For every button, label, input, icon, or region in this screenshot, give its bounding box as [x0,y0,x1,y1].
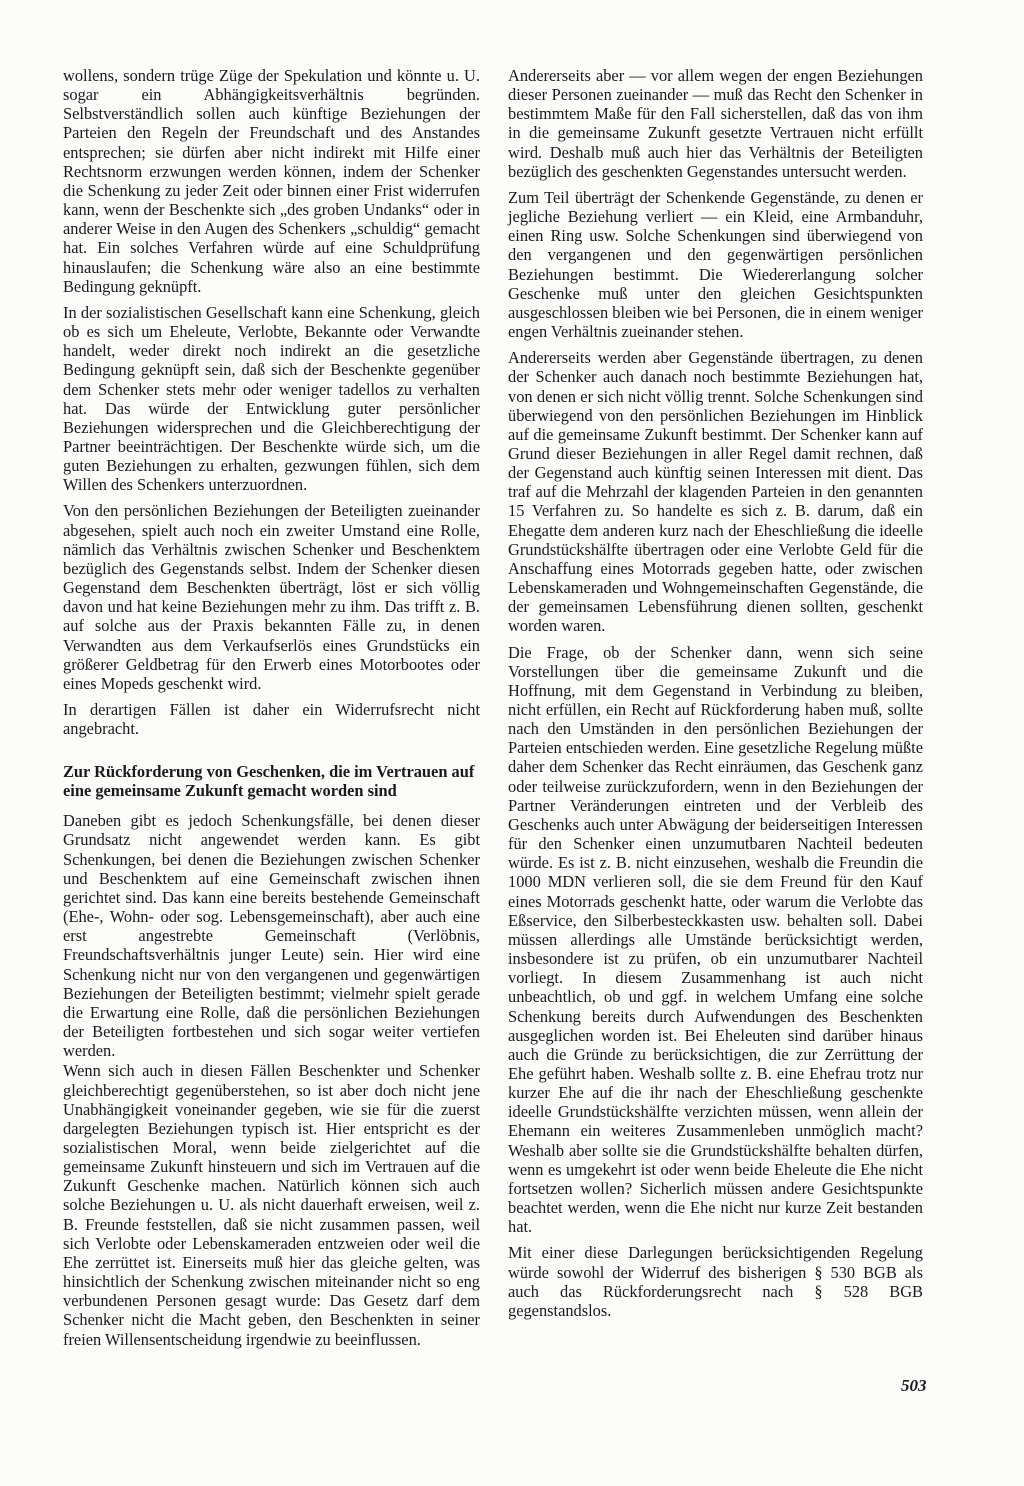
paragraph: In derartigen Fällen ist daher ein Widerrufsrecht nicht angebracht. [63,700,480,739]
paragraph: Mit einer diese Darlegungen berücksichtigenden Regelung würde sowohl der Widerruf des bisherigen § 530 BGB als auch das Rückforderungsrecht nach § 528 BGB gegenstandslos. [508,1243,923,1320]
right-column [508,66,923,1327]
paragraph: Andererseits werden aber Gegenstände übertragen, zu denen der Schenker auch danach noch bestimmte Beziehungen hat, von denen er sich nicht völlig trennt. Solche Schenkungen sind überwiegend von den persönlichen Beziehungen im Hinblick auf die gemeinsame Zukunft bestimmt. Der Schenker kann auf Grund dieser Beziehungen in aller Regel damit rechnen, daß der Gegenstand auch künftig seinen Interessen mit dient. Das traf auf die Mehrzahl der klagenden Parteien in den genannten 15 Verfahren zu. So handelte es sich z. B. darum, daß ein Ehegatte dem anderen kurz nach der Eheschließung die ideelle Grundstückshälfte übertragen oder eine Verlobte Geld für die Anschaffung eines Motorrads gegeben hatte, oder zwischen Lebenskameraden und Wohngemeinschaften Gegenstände, die der gemeinsamen Lebensführung dienen sollten, geschenkt worden waren. [508,348,923,636]
page-number: 503 [901,1376,927,1395]
section-heading: Zur Rückforderung von Geschenken, die im Vertrauen auf eine gemeinsame Zukunft gemacht worden sind [63,762,475,801]
paragraph: Von den persönlichen Beziehungen der Beteiligten zueinander abgesehen, spielt auch noch ein zweiter Umstand eine Rolle, nämlich das Verhältnis zwischen Schenker und Beschenktem bezüglich des Gegenstands selbst. Indem der Schenker diesen Gegenstand dem Beschenkten überträgt, löst er sich völlig davon und hat keine Beziehungen mehr zu ihm. Das trifft z. B. auf solche aus der Praxis bekannten Fälle zu, in denen Verwandten aus dem Verkaufserlös eines Grundstücks ein größerer Geldbetrag für den Erwerb eines Motorbootes oder eines Mopeds geschenkt wird. [63,501,480,693]
paragraph: wollens, sondern trüge Züge der Spekulation und könnte u. U. sogar ein Abhängigkeitsverhältnis begründen. Selbstverständlich sollen auch künftige Beziehungen der Parteien den Regeln der Freundschaft und des Anstandes entsprechen; sie dürfen aber nicht indirekt mit Hilfe einer Rechtsnorm erzwungen werden können, indem der Schenker die Schenkung zu jeder Zeit oder binnen einer Frist widerrufen kann, wenn der Beschenkte sich „des groben Undanks“ oder in anderer Weise in den Augen des Schenkers „schuldig“ gemacht hat. Ein solches Verfahren würde auf eine Schuldprüfung hinauslaufen; die Schenkung wäre also an eine bestimmte Bedingung geknüpft. [63,66,480,296]
left-column [63,66,480,1356]
paragraph: Die Frage, ob der Schenker dann, wenn sich seine Vorstellungen über die gemeinsame Zukunft und die Hoffnung, mit dem Gegenstand in Verbindung zu bleiben, nicht erfüllen, ein Recht auf Rückforderung haben muß, sollte nach den Umständen in den persönlichen Beziehungen der Parteien entschieden werden. Eine gesetzliche Regelung müßte daher dem Schenker das Recht einräumen, das Geschenk ganz oder teilweise zurückzufordern, wenn in den Beziehungen der Partner Veränderungen eintreten und der Verbleib des Geschenks auch unter Abwägung der beiderseitigen Interessen für den Schenker einen unzumutbaren Nachteil bedeuten würde. Es ist z. B. nicht einzusehen, weshalb die Freundin die 1000 MDN verlieren soll, die sie dem Freund für den Kauf eines Motorrads geschenkt hatte, oder warum die Verlobte das Eßservice, den Silberbesteckkasten usw. behalten soll. Dabei müssen allerdings alle Umstände berücksichtigt werden, insbesondere ist zu prüfen, ob ein unzumutbarer Nachteil vorliegt. In diesem Zusammenhang ist auch nicht unbeachtlich, ob und ggf. in welchem Umfang eine solche Schenkung bereits durch Aufwendungen des Beschenkten ausgeglichen worden ist. Bei Eheleuten sind darüber hinaus auch die Gründe zu berücksichtigen, die zur Zerrüttung der Ehe geführt haben. Weshalb sollte z. B. eine Ehefrau trotz nur kurzer Ehe auf die ihr nach der Eheschließung geschenkte ideelle Grundstückshälfte verzichten müssen, wenn allein der Ehemann ein weiteres Zusammenleben unmöglich macht? Weshalb aber sollte sie die Grundstückshälfte behalten dürfen, wenn es umgekehrt ist oder wenn beide Eheleute die Ehe nicht fortsetzen wollen? Sicherlich müssen andere Gesichtspunkte beachtet werden, wenn die Ehe nicht nur kurze Zeit bestanden hat. [508,642,923,1237]
paragraph: In der sozialistischen Gesellschaft kann eine Schenkung, gleich ob es sich um Eheleute, Verlobte, Bekannte oder Verwandte handelt, weder direkt noch indirekt an die gesetzliche Bedingung geknüpft sein, daß sich der Beschenkte gegenüber dem Schenker stets mehr oder weniger tadellos zu verhalten hat. Das würde der Entwicklung guter persönlicher Beziehungen widersprechen und die Gleichberechtigung der Partner beeinträchtigen. Der Beschenkte würde sich, um die guten Beziehungen zu erhalten, gezwungen fühlen, sich dem Willen des Schenkers unterzuordnen. [63,302,480,495]
paragraph: Andererseits aber — vor allem wegen der engen Beziehungen dieser Personen zueinander — muß das Recht den Schenker in bestimmtem Maße für den Fall sicherstellen, daß das von ihm in die gemeinsame Zukunft gesetzte Vertrauen nicht erfüllt wird. Deshalb muß auch hier das Verhältnis der Beteiligten bezüglich des geschenkten Gegenstandes untersucht werden. [508,66,923,181]
paragraph: Wenn sich auch in diesen Fällen Beschenkter und Schenker gleichberechtigt gegenüberstehen, so ist aber doch nicht jene Unabhängigkeit voneinander gegeben, wie sie für die zuerst dargelegten Beziehungen typisch ist. Hier entspricht es der sozialistischen Moral, wenn beide zielgerichtet auf die gemeinsame Zukunft hinsteuern und sich im Vertrauen auf die Zukunft Geschenke machen. Natürlich können sich auch solche Beziehungen u. U. als nicht dauerhaft erweisen, weil z. B. Freunde feststellen, daß sie nicht zusammen passen, weil sich Verlobte oder Lebenskameraden entzweien oder weil die Ehe zerrüttet ist. Einerseits muß hier das gleiche gelten, was hinsichtlich der Schenkung zwischen miteinander nicht so eng verbundenen Personen gesagt wurde: Das Gesetz darf dem Schenker nicht die Macht geben, den Beschenkten in seiner freien Willensentscheidung irgendwie zu beeinflussen. [63,1061,480,1349]
paragraph: Daneben gibt es jedoch Schenkungsfälle, bei denen dieser Grundsatz nicht angewendet werden kann. Es gibt Schenkungen, bei denen die Beziehungen zwischen Schenker und Beschenktem auf eine Gemeinschaft zwischen ihnen gerichtet sind. Das kann eine bereits bestehende Gemeinschaft (Ehe-, Wohn- oder sog. Lebensgemeinschaft), aber auch eine erst angestrebte Gemeinschaft (Verlöbnis, Freundschaftsverhältnis junger Leute) sein. Hier wird eine Schenkung nicht nur von den vergangenen und gegenwärtigen Beziehungen der Beteiligten bestimmt; vielmehr spielt gerade die Erwartung eine Rolle, daß die persönlichen Beziehungen der Beteiligten fortbestehen und sich sogar weiter vertiefen werden. [63,811,480,1061]
paragraph: Zum Teil überträgt der Schenkende Gegenstände, zu denen er jegliche Beziehung verliert — ein Kleid, eine Armbanduhr, einen Ring usw. Solche Schenkungen sind überwiegend von den vergangenen und den gegenwärtigen persönlichen Beziehungen bestimmt. Die Wiedererlangung solcher Geschenke muß unter den gleichen Gesichtspunkten ausgeschlossen bleiben wie bei Personen, die in einem weniger engen Verhältnis zueinander stehen. [508,187,923,342]
